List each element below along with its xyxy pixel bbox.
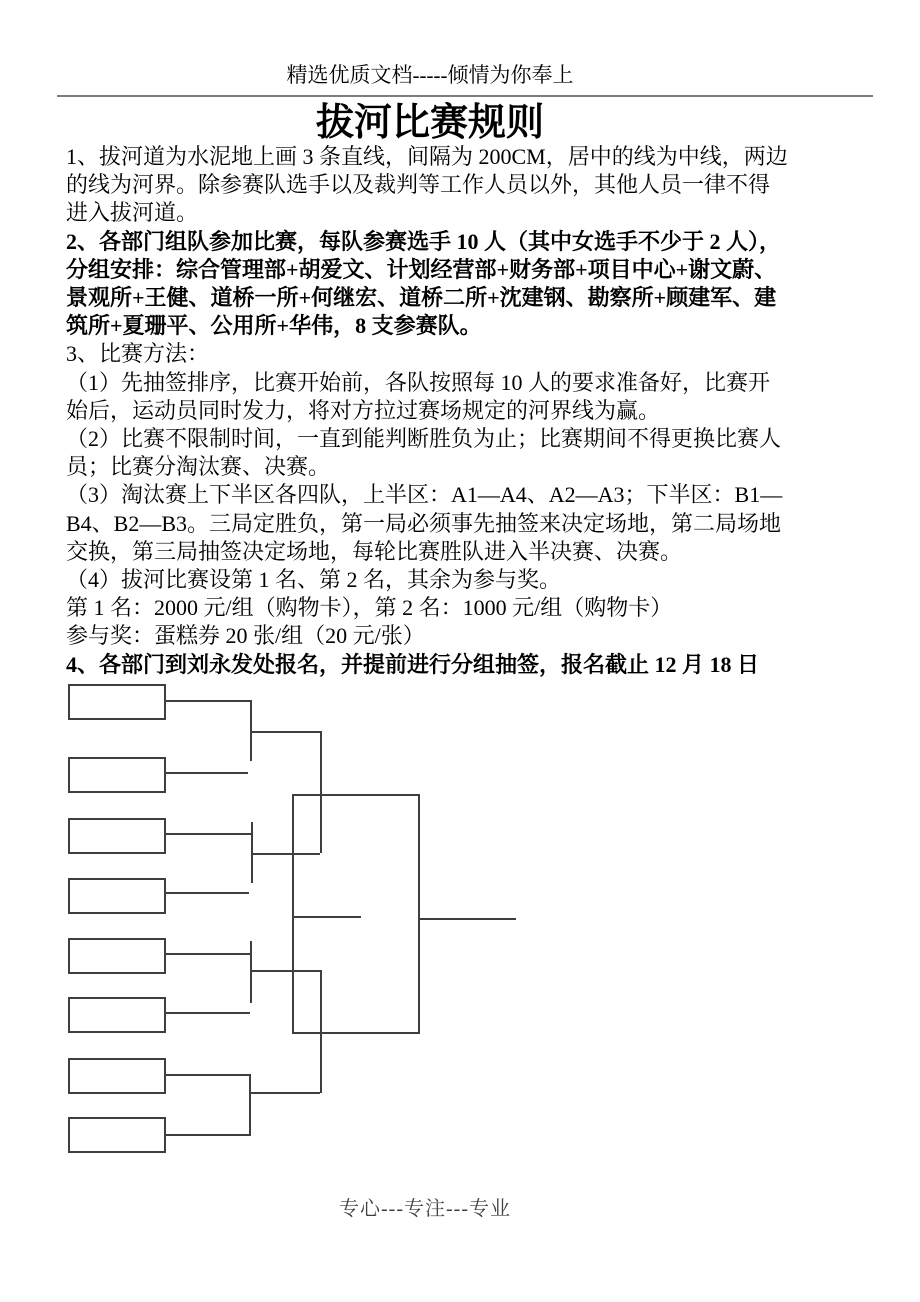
bracket-line-match3-vertical bbox=[250, 941, 252, 1003]
bracket-team-box-5 bbox=[68, 938, 166, 974]
bracket-line-box5-connector bbox=[166, 953, 250, 955]
bracket-line-box4-connector bbox=[166, 892, 249, 894]
bracket-line-box6-connector bbox=[166, 1012, 250, 1014]
paragraph-5-line-2: 员；比赛分淘汰赛、决赛。 bbox=[66, 454, 331, 480]
bracket-line-box1-connector bbox=[166, 700, 250, 702]
paragraph-1-line-1: 1、拔河道为水泥地上画 3 条直线，间隔为 200CM，居中的线为中线，两边 bbox=[66, 144, 788, 169]
paragraph-6-line-3: 交换，第三局抽签决定场地，每轮比赛胜队进入半决赛、决赛。 bbox=[66, 538, 683, 564]
bracket-line-box3-connector bbox=[166, 833, 251, 835]
paragraph-4-line-2: 始后，运动员同时发力，将对方拉过赛场规定的河界线为赢。 bbox=[66, 397, 661, 423]
paragraph-1-line-2: 的线为河界。除参赛队选手以及裁判等工作人员以外，其他人员一律不得 bbox=[66, 172, 771, 198]
bracket-line-semifinal-winner-stub bbox=[292, 916, 361, 918]
bracket-team-box-7 bbox=[68, 1058, 166, 1094]
paragraph-6-line-1: （3）淘汰赛上下半区各四队，上半区：A1—A4、A2—A3；下半区：B1— bbox=[66, 482, 783, 508]
bracket-line-final-top bbox=[292, 794, 420, 796]
paragraph-2-line-2: 分组安排：综合管理部+胡爱文、计划经营部+财务部+项目中心+谢文蔚、 bbox=[66, 256, 777, 282]
bracket-line-semifinal1-vertical bbox=[320, 731, 322, 853]
paragraph-2-line-1: 2、各部门组队参加比赛，每队参赛选手 10 人（其中女选手不少于 2 人）， bbox=[66, 228, 782, 254]
bracket-line-box2-connector bbox=[166, 772, 248, 774]
paragraph-2-line-4: 筑所+夏珊平、公用所+华伟，8 支参赛队。 bbox=[66, 313, 482, 339]
paragraph-8-line-1: 第 1 名：2000 元/组（购物卡），第 2 名：1000 元/组（购物卡） bbox=[66, 595, 673, 621]
bracket-team-box-1 bbox=[68, 684, 166, 720]
bracket-line-semifinal2-vertical bbox=[320, 970, 322, 1093]
bracket-team-box-4 bbox=[68, 878, 166, 914]
bracket-line-box8-connector bbox=[166, 1134, 249, 1136]
page-header-text: 精选优质文档-----倾情为你奉上 bbox=[286, 63, 574, 87]
paragraph-10-line-1: 4、各部门到刘永发处报名，并提前进行分组抽签，报名截止 12 月 18 日 bbox=[66, 651, 760, 677]
bracket-line-box7-connector bbox=[166, 1074, 249, 1076]
bracket-team-box-6 bbox=[68, 997, 166, 1033]
bracket-line-final-right-vertical bbox=[418, 794, 420, 1034]
paragraph-3-line-1: 3、比赛方法： bbox=[66, 341, 210, 367]
bracket-team-box-2 bbox=[68, 757, 166, 793]
paragraph-6-line-2: B4、B2—B3。三局定胜负，第一局必须事先抽签来决定场地，第二局场地 bbox=[66, 510, 782, 536]
paragraph-7-line-1: （4）拔河比赛设第 1 名、第 2 名，其余为参与奖。 bbox=[66, 567, 562, 593]
bracket-line-match4-winner bbox=[249, 1092, 320, 1094]
bracket-team-box-3 bbox=[68, 818, 166, 854]
paragraph-4-line-1: （1）先抽签排序，比赛开始前，各队按照每 10 人的要求准备好，比赛开 bbox=[66, 369, 771, 395]
bracket-line-final-left-vertical bbox=[292, 794, 294, 1034]
document-title: 拔河比赛规则 bbox=[315, 102, 544, 144]
bracket-line-match1-winner bbox=[250, 731, 320, 733]
paragraph-9-line-1: 参与奖：蛋糕券 20 张/组（20 元/张） bbox=[66, 623, 425, 649]
bracket-line-match3-winner bbox=[250, 970, 320, 972]
page-footer-text: 专心---专注---专业 bbox=[339, 1198, 511, 1220]
paragraph-1-line-3: 进入拔河道。 bbox=[66, 200, 199, 226]
bracket-team-box-8 bbox=[68, 1117, 166, 1153]
bracket-line-match4-vertical bbox=[249, 1074, 251, 1136]
bracket-line-final-winner bbox=[418, 918, 516, 920]
bracket-line-match2-winner bbox=[251, 853, 320, 855]
bracket-line-final-bottom bbox=[292, 1032, 420, 1034]
paragraph-2-line-3: 景观所+王健、道桥一所+何继宏、道桥二所+沈建钢、勘察所+顾建军、建 bbox=[66, 285, 777, 311]
paragraph-5-line-1: （2）比赛不限制时间，一直到能判断胜负为止；比赛期间不得更换比赛人 bbox=[66, 426, 782, 452]
